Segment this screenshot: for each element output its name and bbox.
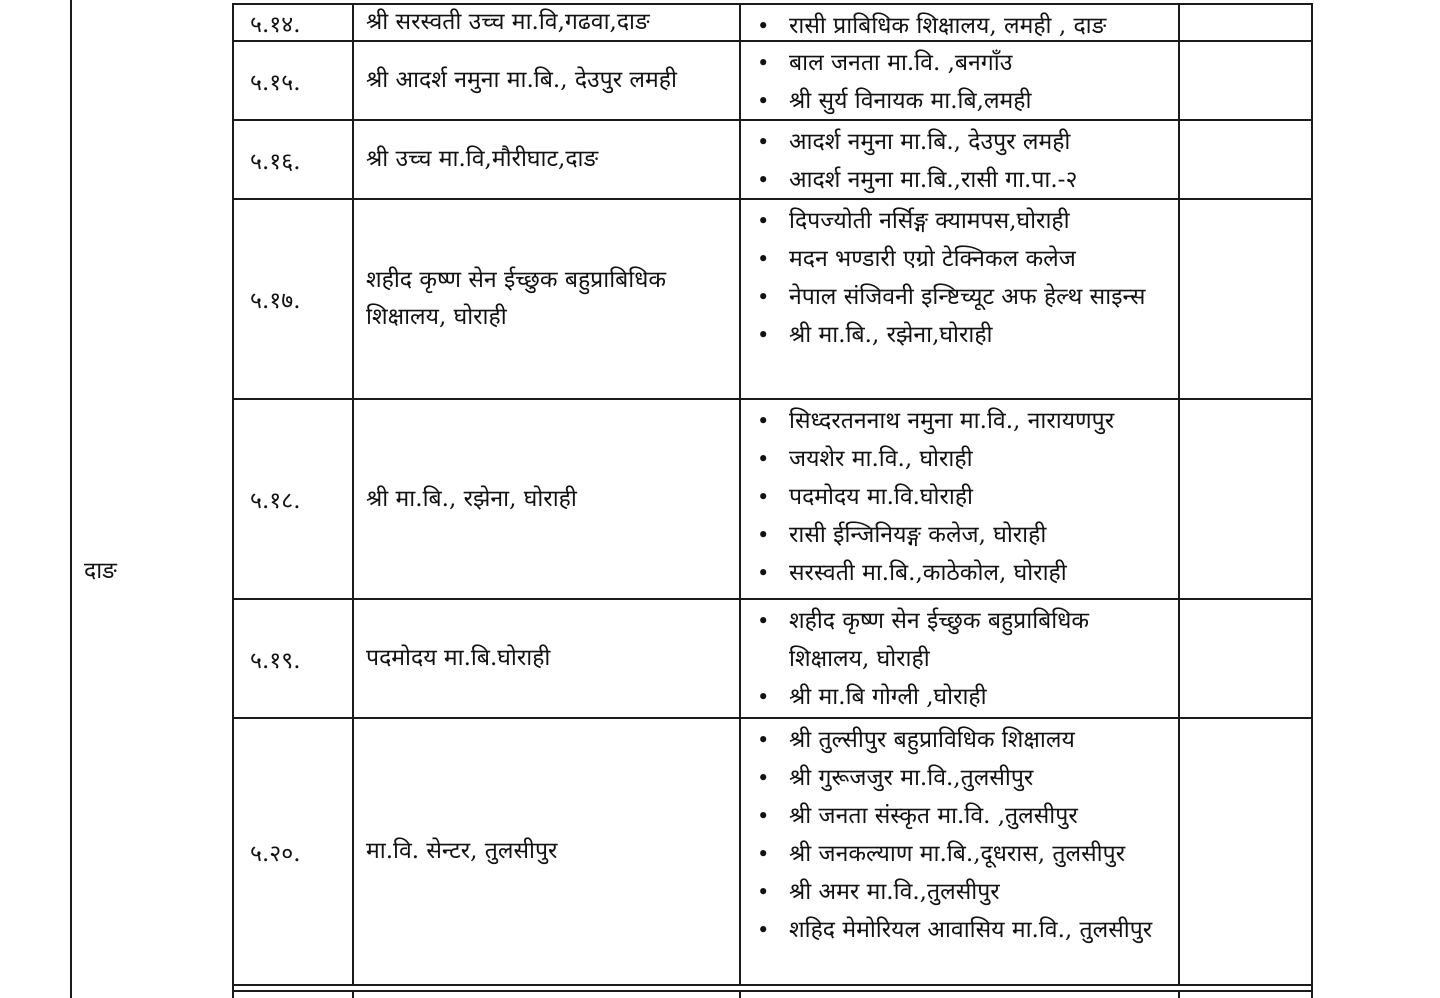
remarks-cell-empty bbox=[1180, 400, 1311, 598]
bullet-icon: • bbox=[757, 168, 770, 192]
table-row bbox=[234, 121, 1311, 200]
row-serial-number: ५.१८. bbox=[234, 400, 354, 598]
school-name: शहीद कृष्ण सेन ईच्छुक बहुप्राबिधिक शिक्षालय, घोराही bbox=[366, 267, 667, 330]
feeder-school-name: नेपाल संजिवनी इन्ष्टिच्यूट अफ हेल्थ साइन्स bbox=[789, 284, 1146, 310]
bullet-icon: • bbox=[757, 51, 770, 75]
bullet-icon: • bbox=[757, 130, 770, 154]
row-serial-number: ५.१९. bbox=[234, 600, 354, 717]
list-item bbox=[741, 7, 1178, 40]
list-item bbox=[741, 82, 1178, 119]
district-column-cell bbox=[70, 0, 232, 998]
feeder-school-name: श्री तुल्सीपुर बहुप्राविधिक शिक्षालय bbox=[789, 727, 1075, 753]
table-row-partial bbox=[234, 990, 1311, 998]
school-name-cell bbox=[354, 719, 741, 984]
bullet-icon: • bbox=[757, 14, 770, 38]
list-item bbox=[741, 678, 1178, 716]
list-item bbox=[741, 402, 1178, 440]
bullet-icon: • bbox=[757, 842, 770, 866]
feeder-school-list bbox=[741, 121, 1180, 198]
remarks-cell-empty bbox=[1180, 42, 1311, 119]
remarks-cell-empty bbox=[1180, 600, 1311, 717]
bullet-icon: • bbox=[757, 409, 770, 433]
remarks-cell-empty bbox=[1180, 992, 1311, 998]
feeder-school-list bbox=[741, 5, 1180, 40]
feeder-school-list bbox=[741, 600, 1180, 717]
feeder-school-list bbox=[741, 200, 1180, 398]
bullet-icon: • bbox=[757, 447, 770, 471]
remarks-cell-empty bbox=[1180, 121, 1311, 198]
school-name: श्री सरस्वती उच्च मा.वि,गढवा,दाङ bbox=[366, 9, 650, 35]
feeder-school-list bbox=[741, 719, 1180, 984]
school-name: मा.वि. सेन्टर, तुलसीपुर bbox=[366, 838, 558, 864]
table-row bbox=[234, 42, 1311, 121]
list-item bbox=[741, 316, 1178, 354]
feeder-school-name: शहिद मेमोरियल आवासिय मा.वि., तुलसीपुर bbox=[789, 917, 1153, 943]
row-serial-number bbox=[234, 992, 354, 998]
school-name: पदमोदय मा.बि.घोराही bbox=[366, 645, 551, 671]
feeder-school-list bbox=[741, 992, 1180, 998]
list-item bbox=[741, 240, 1178, 278]
bullet-icon: • bbox=[757, 209, 770, 233]
bullet-icon: • bbox=[757, 804, 770, 828]
table-row bbox=[234, 5, 1311, 42]
list-item bbox=[741, 873, 1178, 911]
row-serial-number: ५.२०. bbox=[234, 719, 354, 984]
feeder-school-name: रासी ईन्जिनियङ्ग कलेज, घोराही bbox=[789, 522, 1047, 548]
feeder-school-name: शहीद कृष्ण सेन ईच्छुक बहुप्राबिधिक शिक्षालय, घोराही bbox=[789, 608, 1090, 672]
feeder-school-name: श्री मा.बि गोग्ली ,घोराही bbox=[789, 684, 987, 710]
list-item bbox=[741, 759, 1178, 797]
remarks-cell-empty bbox=[1180, 719, 1311, 984]
feeder-school-name: मदन भण्डारी एग्रो टेक्निकल कलेज bbox=[789, 246, 1076, 272]
list-item bbox=[741, 602, 1178, 678]
bullet-icon: • bbox=[757, 323, 770, 347]
list-item bbox=[741, 161, 1178, 198]
list-item bbox=[741, 797, 1178, 835]
feeder-school-name: श्री जनता संस्कृत मा.वि. ,तुलसीपुर bbox=[789, 803, 1078, 829]
feeder-school-name: आदर्श नमुना मा.बि.,रासी गा.पा.-२ bbox=[789, 167, 1078, 193]
bullet-icon: • bbox=[757, 609, 770, 633]
table-row bbox=[234, 719, 1311, 986]
bullet-icon: • bbox=[757, 766, 770, 790]
feeder-school-name: दिपज्योती नर्सिङ्ग क्यामपस,घोराही bbox=[789, 208, 1070, 234]
list-item bbox=[741, 278, 1178, 316]
bullet-icon: • bbox=[757, 523, 770, 547]
feeder-school-name: श्री मा.बि., रझेना,घोराही bbox=[789, 322, 993, 348]
list-item bbox=[741, 554, 1178, 592]
bullet-icon: • bbox=[757, 485, 770, 509]
school-name-cell bbox=[354, 400, 741, 598]
remarks-cell-empty bbox=[1180, 5, 1311, 40]
bullet-icon: • bbox=[757, 880, 770, 904]
school-name: श्री मा.बि., रझेना, घोराही bbox=[366, 485, 577, 512]
bullet-icon: • bbox=[757, 728, 770, 752]
feeder-school-name: आदर्श नमुना मा.बि., देउपुर लमही bbox=[789, 129, 1071, 155]
table-row bbox=[234, 200, 1311, 400]
bullet-icon: • bbox=[757, 89, 770, 113]
feeder-school-name: जयशेर मा.वि., घोराही bbox=[789, 446, 973, 472]
table-row bbox=[234, 400, 1311, 600]
feeder-school-name: श्री अमर मा.वि.,तुलसीपुर bbox=[789, 879, 1000, 905]
list-item bbox=[741, 516, 1178, 554]
feeder-school-name: सिध्दरतननाथ नमुना मा.वि., नारायणपुर bbox=[789, 408, 1115, 434]
feeder-school-list bbox=[741, 42, 1180, 119]
feeder-school-name: बाल जनता मा.वि. ,बनगाँउ bbox=[789, 50, 1013, 76]
district-label: दाङ bbox=[84, 558, 117, 584]
list-item bbox=[741, 44, 1178, 82]
feeder-school-name: श्री गुरूजजुर मा.वि.,तुलसीपुर bbox=[789, 765, 1034, 791]
bullet-icon: • bbox=[757, 685, 770, 709]
feeder-school-list bbox=[741, 400, 1180, 598]
bullet-icon: • bbox=[757, 918, 770, 942]
school-name: श्री उच्च मा.वि,मौरीघाट,दाङ bbox=[366, 146, 599, 172]
row-serial-number: ५.१४. bbox=[234, 5, 354, 40]
list-item bbox=[741, 478, 1178, 516]
list-item bbox=[741, 202, 1178, 240]
bullet-icon: • bbox=[757, 247, 770, 271]
feeder-school-name: सरस्वती मा.बि.,काठेकोल, घोराही bbox=[789, 560, 1067, 586]
bullet-icon: • bbox=[757, 285, 770, 309]
list-item bbox=[741, 123, 1178, 161]
school-name: श्री आदर्श नमुना मा.बि., देउपुर लमही bbox=[366, 67, 677, 93]
remarks-cell-empty bbox=[1180, 200, 1311, 398]
list-item bbox=[741, 440, 1178, 478]
row-serial-number: ५.१७. bbox=[234, 200, 354, 398]
feeder-school-name: श्री जनकल्याण मा.बि.,दूधरास, तुलसीपुर bbox=[789, 841, 1126, 867]
feeder-school-name: पदमोदय मा.वि.घोराही bbox=[789, 484, 974, 510]
list-item bbox=[741, 911, 1178, 949]
school-name-cell bbox=[354, 42, 741, 119]
feeder-school-name: रासी प्राबिधिक शिक्षालय, लमही , दाङ bbox=[789, 13, 1107, 39]
list-item bbox=[741, 721, 1178, 759]
table-row bbox=[234, 600, 1311, 719]
school-name-cell bbox=[354, 600, 741, 717]
bullet-icon: • bbox=[757, 561, 770, 585]
school-name-cell bbox=[354, 200, 741, 398]
school-name-cell bbox=[354, 121, 741, 198]
row-serial-number: ५.१६. bbox=[234, 121, 354, 198]
row-serial-number: ५.१५. bbox=[234, 42, 354, 119]
feeder-school-name: श्री सुर्य विनायक मा.बि,लमही bbox=[789, 88, 1032, 114]
school-name-cell bbox=[354, 992, 741, 998]
school-name-cell bbox=[354, 5, 741, 40]
list-item bbox=[741, 835, 1178, 873]
school-table bbox=[232, 3, 1313, 998]
